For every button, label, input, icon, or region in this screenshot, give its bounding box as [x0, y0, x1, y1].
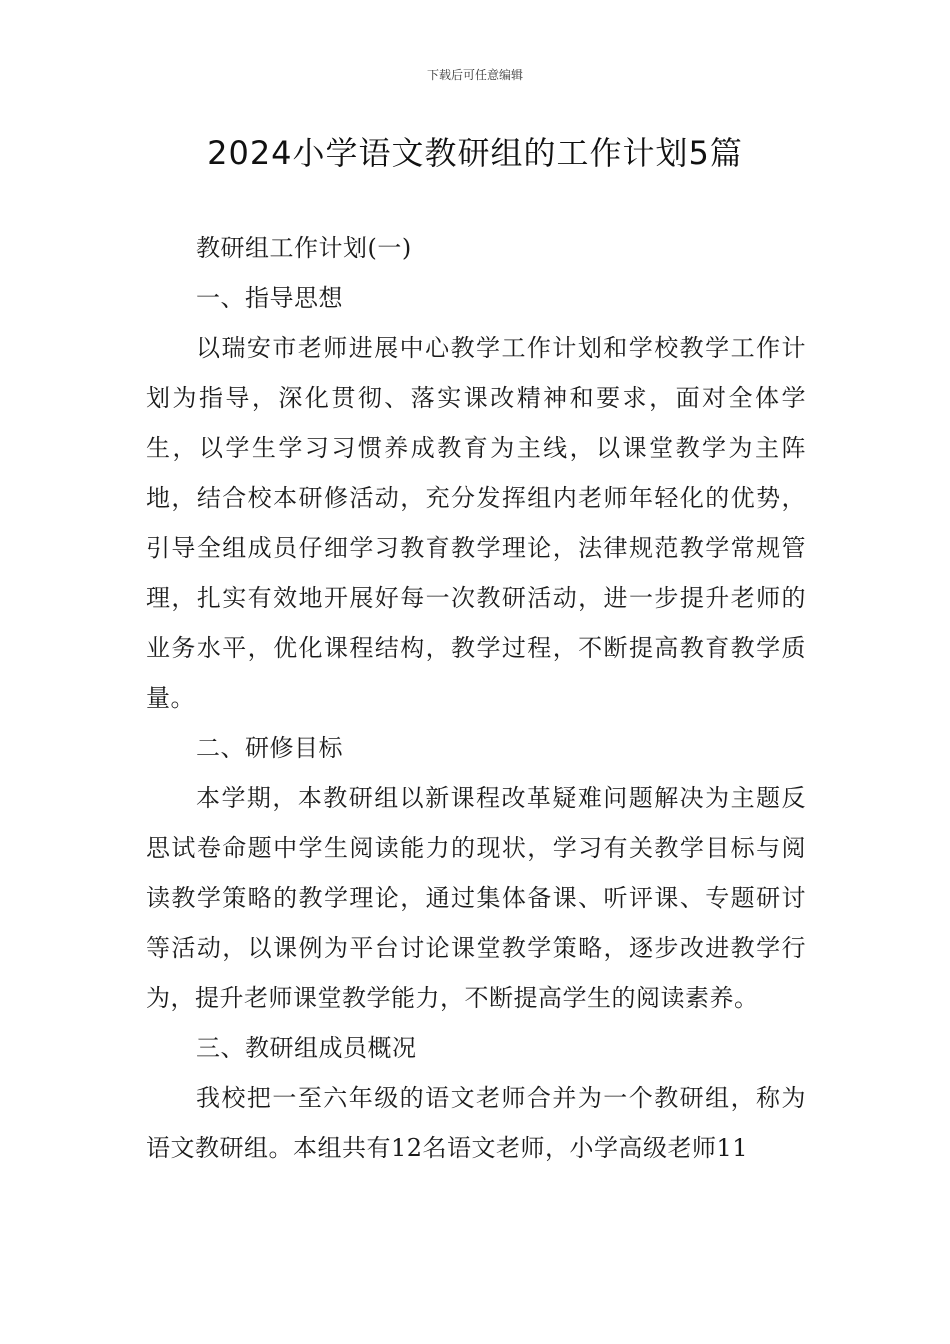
paragraph-members-overview: 我校把一至六年级的语文老师合并为一个教研组，称为语文教研组。本组共有12名语文老师，小学高级老师11 [146, 1084, 806, 1162]
paragraph-guiding-thought: 以瑞安市老师进展中心教学工作计划和学校教学工作计划为指导，深化贯彻、落实课改精神和要求，面对全体学生，以学生学习习惯养成教育为主线，以课堂教学为主阵地，结合校本研修活动，充分发挥组内老师年轻化的优势，引导全组成员仔细学习教育教学理论，法律规范教学常规管理，扎实有效地开展好每一次教研活动，进一步提升老师的业务水平，优化课程结构，教学过程，不断提高教育教学质量。 [146, 334, 806, 712]
heading-guiding-thought: 一、指导思想 [196, 284, 343, 312]
heading-members-overview: 三、教研组成员概况 [196, 1034, 417, 1062]
paragraph-research-goals: 本学期，本教研组以新课程改革疑难问题解决为主题反思试卷命题中学生阅读能力的现状，学习有关教学目标与阅读教学策略的教学理论，通过集体备课、听评课、专题研讨等活动，以课例为平台讨论课堂教学策略，逐步改进教学行为，提升老师课堂教学能力，不断提高学生的阅读素养。 [146, 784, 806, 1012]
document-body [146, 223, 806, 1173]
page-header-note: 下载后可任意编辑 [426, 68, 523, 82]
section-heading: 教研组工作计划(一) [196, 234, 412, 262]
heading-research-goals: 二、研修目标 [196, 734, 343, 762]
document-title: 2024小学语文教研组的工作计划5篇 [207, 134, 743, 172]
